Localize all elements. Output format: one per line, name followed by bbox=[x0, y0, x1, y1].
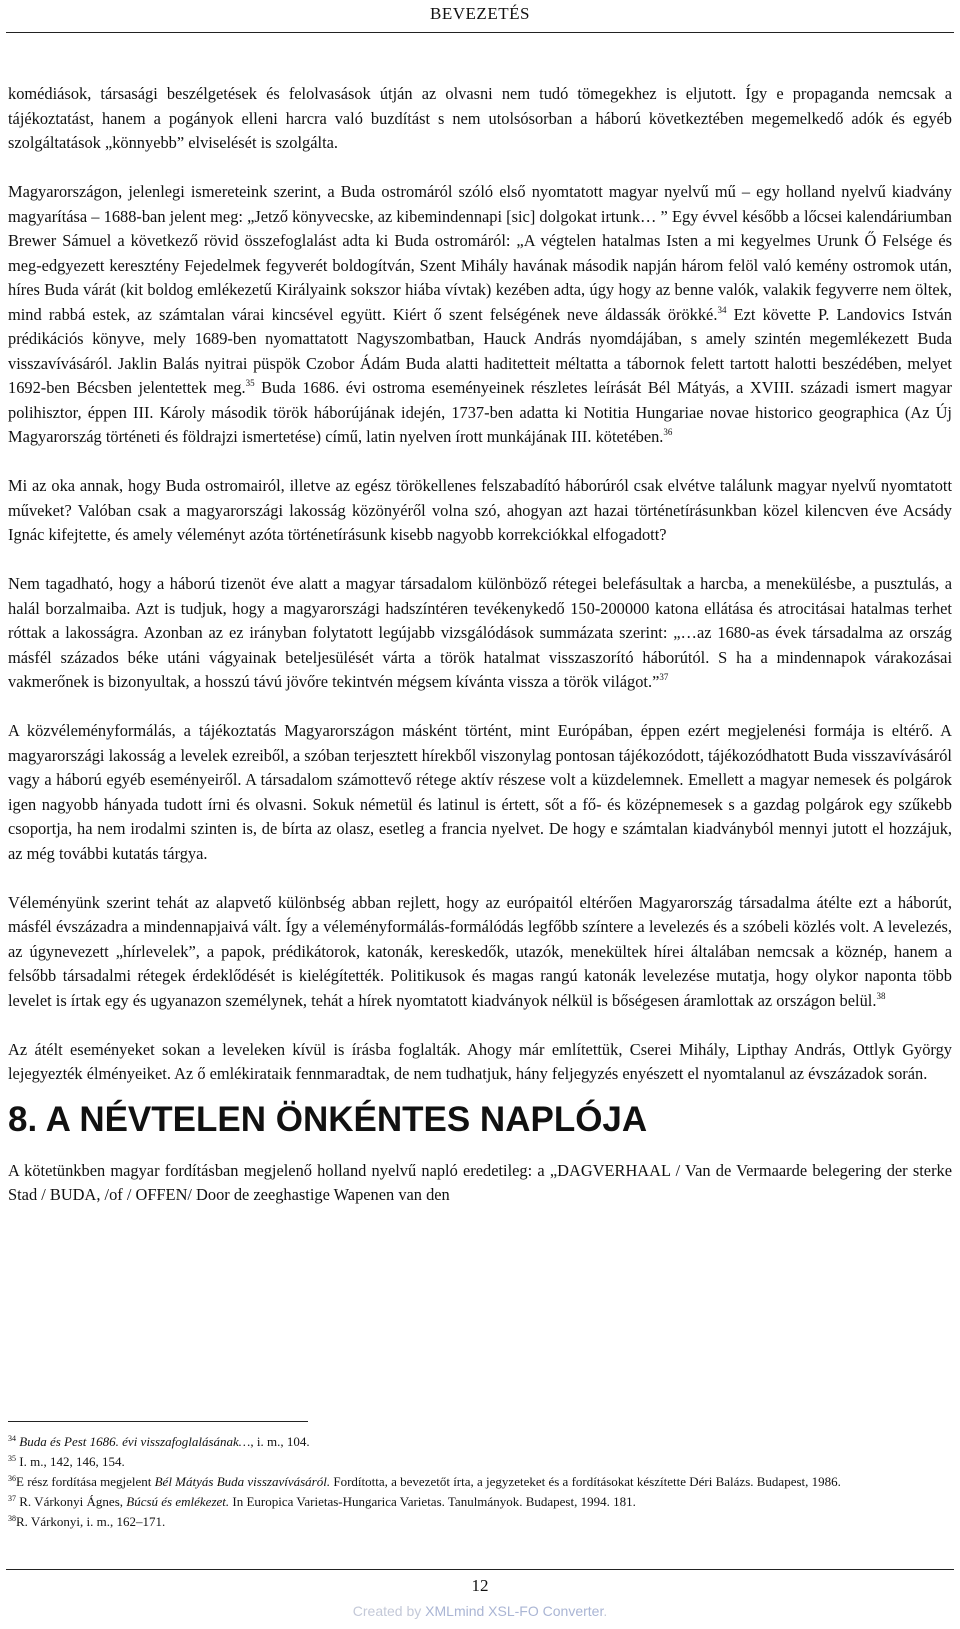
paragraph-3: Mi az oka annak, hogy Buda ostromairól, illetve az egész törökellenes felszabadító háborúról csak elvétve találunk magyar nyelvű nyomtatott műveket? Valóban csak a magyarországi lakosság közönyéről volna szó, ahogyan azt hazai történetírásunkban közel kilencven éve Acsády Ignác kifejtette, és amely véleményt azóta történetírásunk kisebb nagyobb korrekciókkal elfogadott? bbox=[8, 476, 952, 544]
paragraph-2-part-a: Magyarországon, jelenlegi ismereteink szerint, a Buda ostromáról szóló első nyomtatott magyar nyelvű mű – egy holland nyelvű kiadvány magyarítása – 1688-ban jelent meg: „Jetző könyvecske, az kibemindennapi [sic] dolgokat irtunk… ” Egy évvel később a lőcsei kalendáriumban Brewer Sámuel a következő rövid összefoglalást adta ki Buda ostromáról: „A végtelen hatalmas Isten a mi kegyelmes Urunk Ő Felsége és meg-edgyezett keresztény Fejedelmek fegyverét boldogítván, Szent Mihály havának második napján három felöl való kemény ostromok után, híres Buda várát (kit boldog emlékezetű Királyaink sokszor hiába vívtak) kezében adta, úgy hogy az benne valók, valakik fegyverre nem öltek, mind rabbá estek, az számtalan várai kincsével együtt. Kiért ő szent felségének neve áldassák örökké. bbox=[8, 182, 952, 324]
footnote-text: I. m., 142, 146, 154. bbox=[19, 1454, 125, 1469]
main-text bbox=[8, 82, 952, 1232]
paragraph-4 bbox=[8, 572, 952, 695]
footnote-38 bbox=[8, 1512, 952, 1532]
footnote-separator bbox=[8, 1421, 308, 1422]
footnote-italic: Buda és Pest 1686. évi visszafoglalásának… bbox=[19, 1434, 251, 1449]
footnote-prefix: E rész fordítása megjelent bbox=[16, 1474, 155, 1489]
footnote-text: R. Várkonyi, i. m., 162–171. bbox=[16, 1514, 166, 1529]
footnote-number: 34 bbox=[8, 1434, 16, 1443]
footnote-35 bbox=[8, 1452, 952, 1472]
footnote-italic: Bél Mátyás Buda visszavívásáról. bbox=[154, 1474, 331, 1489]
running-header: BEVEZETÉS bbox=[430, 4, 530, 23]
paragraph-4-text: Nem tagadható, hogy a háború tizenöt éve alatt a magyar társadalom különböző rétegei belefásultak a harcba, a menekülésbe, a pusztulás, a halál borzalmaiba. Azt is tudjuk, hogy a magyarországi hadszíntéren tevékenykedő 150-200000 katona ellátása és atrocitásai hatalmas terhet róttak a lakosságra. Azonban az ez irányban folytatott legújabb vizsgálódások summázata szerint: „…az 1680-as évek társadalma az ország másfél százados béke utáni vágyainak beteljesülését várta a török hatalmat visszaszorító háborútól. S ha a mindennapok várakozásai vakmerőnek is bizonyultak, a hosszú távú jövőre tekintvén mégsem kívánta vissza a török világot.” bbox=[8, 574, 952, 691]
paragraph-2-part-c: Buda 1686. évi ostroma eseményeinek részletes leírását Bél Mátyás, a XVIII. századi ismert magyar polihisztor, éppen III. Károly második török háborújának idején, 1737-ben adatta ki Notitia Hungariae novae historico geographica (Az Új Magyarország történeti és földrajzi ismertetése) című, latin nyelven írott munkájának III. kötetében. bbox=[8, 378, 952, 446]
converter-watermark bbox=[0, 1603, 960, 1619]
footnote-italic: Búcsú és emlékezet. bbox=[126, 1494, 230, 1509]
footnote-37 bbox=[8, 1492, 952, 1512]
footnote-ref-35[interactable]: 35 bbox=[245, 378, 255, 388]
paragraph-7: Az átélt eseményeket sokan a leveleken kívül is írásba foglalták. Ahogy már említettük, Cserei Mihály, Lipthay András, Ottlyk György lejegyezték élményeiket. Az ő emlékirataik fennmaradtak, de nem tudhatjuk, hány feljegyzés enyészett el nyomtalanul az évszázadok során. bbox=[8, 1039, 952, 1083]
footnote-ref-34[interactable]: 34 bbox=[717, 304, 727, 315]
paragraph-8: A kötetünkben magyar fordításban megjelenő holland nyelvű napló eredetileg: a „DAGVERHAAL / Van de Vermaarde belegering der sterke Stad / BUDA, /of / OFFEN/ Door de zeeghastige Wapenen van den bbox=[8, 1160, 952, 1204]
watermark-brand: XMLmind XSL-FO Converter bbox=[425, 1603, 604, 1619]
paragraph-6-text: Véleményünk szerint tehát az alapvető különbség abban rejlett, hogy az európaitól eltérően Magyarország társadalma átélte ezt a háborút, másfél évszázadra a mindennapjaivá vált. Így a véleményformálás-formálódás legfőbb színtere a levelezés és a szóbeli közlés volt. A levelezés, az úgynevezett „hírlevelek”, a papok, prédikátorok, katonák, kereskedők, utazók, menekültek hírei általában nemcsak a köznép, hanem a felsőbb társadalmi rétegek érdeklődését is kielégítették. Politikusok és magas rangú katonák levelezése mutatja, hogy olykor naponta több levelet is írtak egy és ugyanazon személynek, tehát a hírek nyomtatott kiadványok nélkül is bőségesen áramlottak az országon belül. bbox=[8, 892, 952, 1010]
paragraph-5: A közvéleményformálás, a tájékoztatás Magyarországon másként történt, mint Európában, éppen ezért megjelenési formája is eltérő. A magyarországi lakosság a levelek ezreiből, a szóban terjesztett hírekből viszonylag pontosan tájékozódott, tájékozódhatott Buda visszavívásáról vagy a háború egyéb eseményeiről. A társadalom számottevő rétege aktív részese volt a küzdelemnek. Emellett a magyar nemesek és polgárok igen nagyobb hányada tudott írni és olvasni. Sokuk németül és latinul is értett, sőt a fő- és középnemesek s a gazdag polgárok egy szűkebb csoportja, ha nem irodalmi szinten is, de bírta az olasz, esetleg a francia nyelvet. De hogy e számtalan kiadványból mennyi jutott el hozzájuk, az még további kutatás tárgya. bbox=[8, 721, 952, 863]
footnote-text: Fordította, a bevezetőt írta, a jegyzeteket és a fordításokat készítette Déri Balázs. Budapest, 1986. bbox=[330, 1474, 841, 1489]
watermark-suffix: . bbox=[603, 1603, 608, 1619]
page-number: 12 bbox=[471, 1576, 489, 1595]
paragraph-2 bbox=[8, 180, 952, 450]
footnote-text: In Europica Varietas-Hungarica Varietas. Tanulmányok. Budapest, 1994. 181. bbox=[229, 1494, 636, 1509]
footnotes bbox=[8, 1432, 952, 1532]
paragraph-2-part-b: Ezt követte P. Landovics István prédikációs könyve, mely 1689-ben nyomattatott Nagyszombatban, Hauck András nyomdájában, s amely szintén megemlékezett Buda visszavívásáról. Jaklin Balás nyitrai püspök Czobor Ádám Buda alatti haditetteit méltatta a tábornok felett tartott halotti beszédében, melyet 1692-ben Bécsben jelentettek meg. bbox=[8, 304, 952, 397]
paragraph-6 bbox=[8, 891, 952, 1014]
footnote-number: 36 bbox=[8, 1474, 16, 1483]
header-rule bbox=[6, 32, 954, 33]
footnote-number: 38 bbox=[8, 1514, 16, 1523]
footer-rule bbox=[6, 1569, 954, 1570]
footnote-prefix: R. Várkonyi Ágnes, bbox=[19, 1494, 127, 1509]
footnote-number: 35 bbox=[8, 1454, 16, 1463]
footnote-text: , i. m., 104. bbox=[250, 1434, 310, 1449]
chapter-title: 8. A NÉVTELEN ÖNKÉNTES NAPLÓJA bbox=[8, 1099, 648, 1139]
footnote-36 bbox=[8, 1472, 952, 1492]
footnote-ref-36[interactable]: 36 bbox=[663, 427, 673, 437]
footnote-number: 37 bbox=[8, 1494, 16, 1503]
footnote-34 bbox=[8, 1432, 952, 1452]
paragraph-1: komédiások, társasági beszélgetések és felolvasások útján az olvasni nem tudó tömegekhez is eljutott. Így e propaganda nemcsak a tájékoztatást, hanem a pogányok elleni harcra való buzdítást s nem utolsósorban a háború következtében megemelkedő adók és egyéb szolgáltatások „könnyebb” elviselését is szolgálta. bbox=[8, 84, 952, 152]
watermark-prefix: Created by bbox=[352, 1603, 426, 1619]
footnote-ref-37[interactable]: 37 bbox=[659, 672, 669, 682]
footnote-ref-38[interactable]: 38 bbox=[876, 990, 886, 1001]
